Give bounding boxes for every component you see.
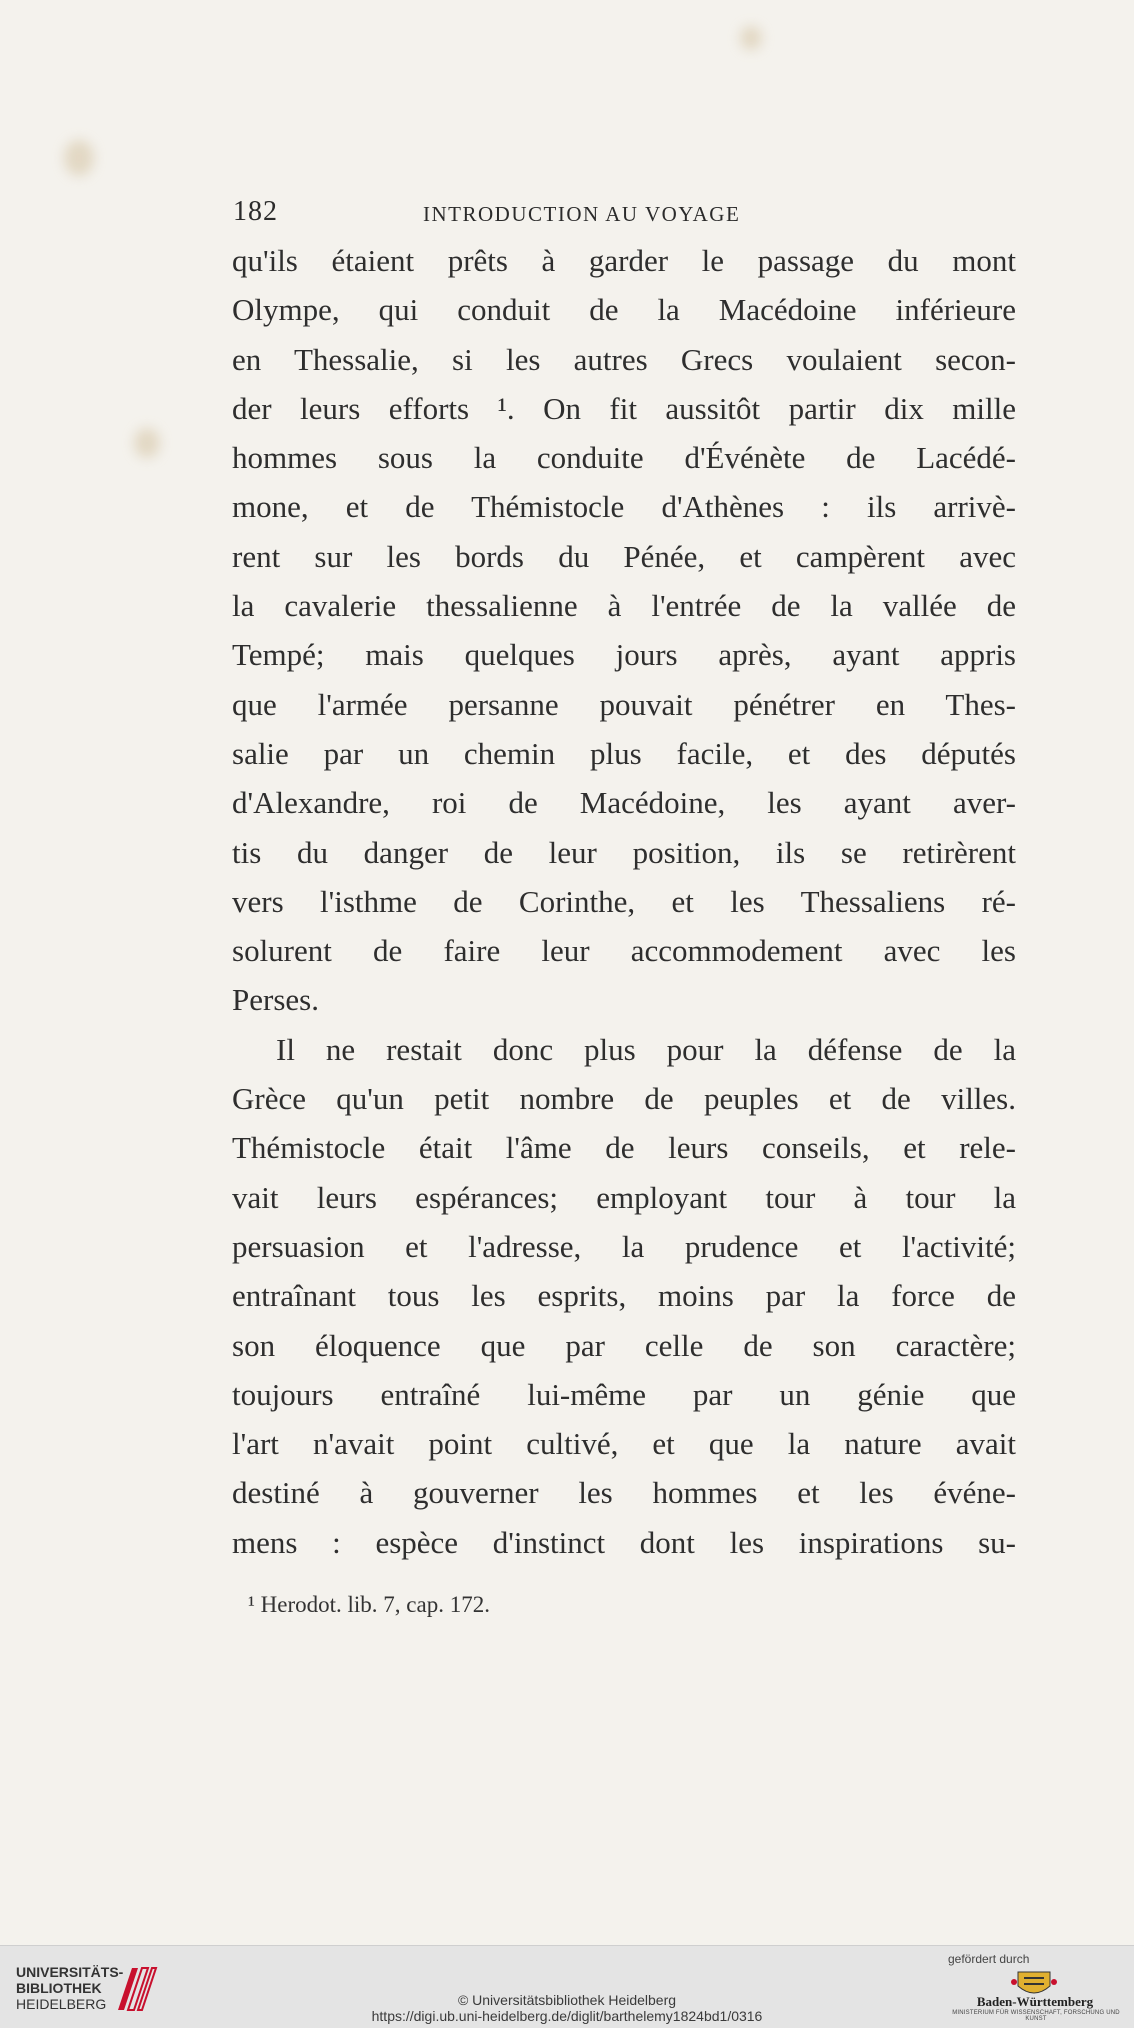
- footnote: ¹ Herodot. lib. 7, cap. 172.: [248, 1592, 490, 1617]
- text-line: en Thessalie, si les autres Grecs voulaient secon-: [232, 341, 1016, 377]
- sponsor-name: Baden-Württemberg: [976, 1994, 1094, 2009]
- text-line: persuasion et l'adresse, la prudence et l'activité;: [232, 1228, 1016, 1264]
- paper-stain: [64, 140, 94, 176]
- text-line: hommes sous la conduite d'Événète de Lacédé-: [232, 440, 1016, 476]
- library-name-line2: BIBLIOTHEK: [16, 1980, 102, 1996]
- running-title: INTRODUCTION AU VOYAGE: [423, 202, 741, 226]
- text-line: l'art n'avait point cultivé, et que la nature avait: [232, 1426, 1016, 1462]
- text-line: la cavalerie thessalienne à l'entrée de la vallée de: [232, 588, 1016, 624]
- text-line: Grèce qu'un petit nombre de peuples et de villes.: [232, 1081, 1016, 1117]
- paper-stain: [740, 26, 762, 50]
- text-line: Thémistocle était l'âme de leurs conseils, et rele-: [232, 1130, 1016, 1166]
- text-line: salie par un chemin plus facile, et des députés: [232, 735, 1016, 771]
- page-number: 182: [233, 196, 278, 227]
- footer-bar: [0, 1945, 1134, 2028]
- text-line: d'Alexandre, roi de Macédoine, les ayant aver-: [232, 785, 1016, 821]
- text-line: entraînant tous les esprits, moins par la force de: [232, 1278, 1016, 1314]
- text-line: mens : espèce d'instinct dont les inspirations su-: [232, 1524, 1016, 1560]
- text-line: rent sur les bords du Pénée, et campèrent avec: [232, 538, 1016, 574]
- text-line: destiné à gouverner les hommes et les événe-: [232, 1475, 1016, 1511]
- paper-stain: [134, 428, 160, 458]
- text-line: Olympe, qui conduit de la Macédoine inférieure: [232, 292, 1016, 328]
- library-name-line1: UNIVERSITÄTS-: [16, 1964, 124, 1980]
- text-line: qu'ils étaient prêts à garder le passage du mont: [232, 243, 1016, 278]
- text-line: son éloquence que par celle de son caractère;: [232, 1327, 1016, 1363]
- copyright-notice: © Universitätsbibliothek Heidelberg: [457, 1992, 677, 2008]
- text-line: Tempé; mais quelques jours après, ayant appris: [232, 637, 1016, 673]
- body-text: [232, 236, 1016, 1567]
- running-header: [233, 196, 829, 230]
- text-line: mone, et de Thémistocle d'Athènes : ils arrivè-: [232, 489, 1016, 525]
- text-line: vait leurs espérances; employant tour à tour la: [232, 1179, 1016, 1215]
- text-line: vers l'isthme de Corinthe, et les Thessaliens ré-: [232, 883, 1016, 919]
- funding-label: gefördert durch: [948, 1952, 1030, 1966]
- text-line: der leurs efforts ¹. On fit aussitôt partir dix mille: [232, 390, 1016, 426]
- sponsor-subtitle: MINISTERIUM FÜR WISSENSCHAFT, FORSCHUNG UND KUNST: [952, 2010, 1120, 2022]
- permalink-url[interactable]: https://digi.ub.uni-heidelberg.de/diglit/barthelemy1824bd1/0316: [371, 2008, 763, 2024]
- text-line: solurent de faire leur accommodement avec les: [232, 933, 1016, 969]
- text-line: que l'armée persanne pouvait pénétrer en Thes-: [232, 686, 1016, 722]
- library-name-line3: HEIDELBERG: [16, 1996, 107, 2012]
- text-line: Il ne restait donc plus pour la défense de la: [276, 1031, 1016, 1067]
- text-line: toujours entraîné lui-même par un génie que: [232, 1376, 1016, 1412]
- text-line: Perses.: [232, 982, 319, 1018]
- text-line: tis du danger de leur position, ils se retirèrent: [232, 834, 1016, 870]
